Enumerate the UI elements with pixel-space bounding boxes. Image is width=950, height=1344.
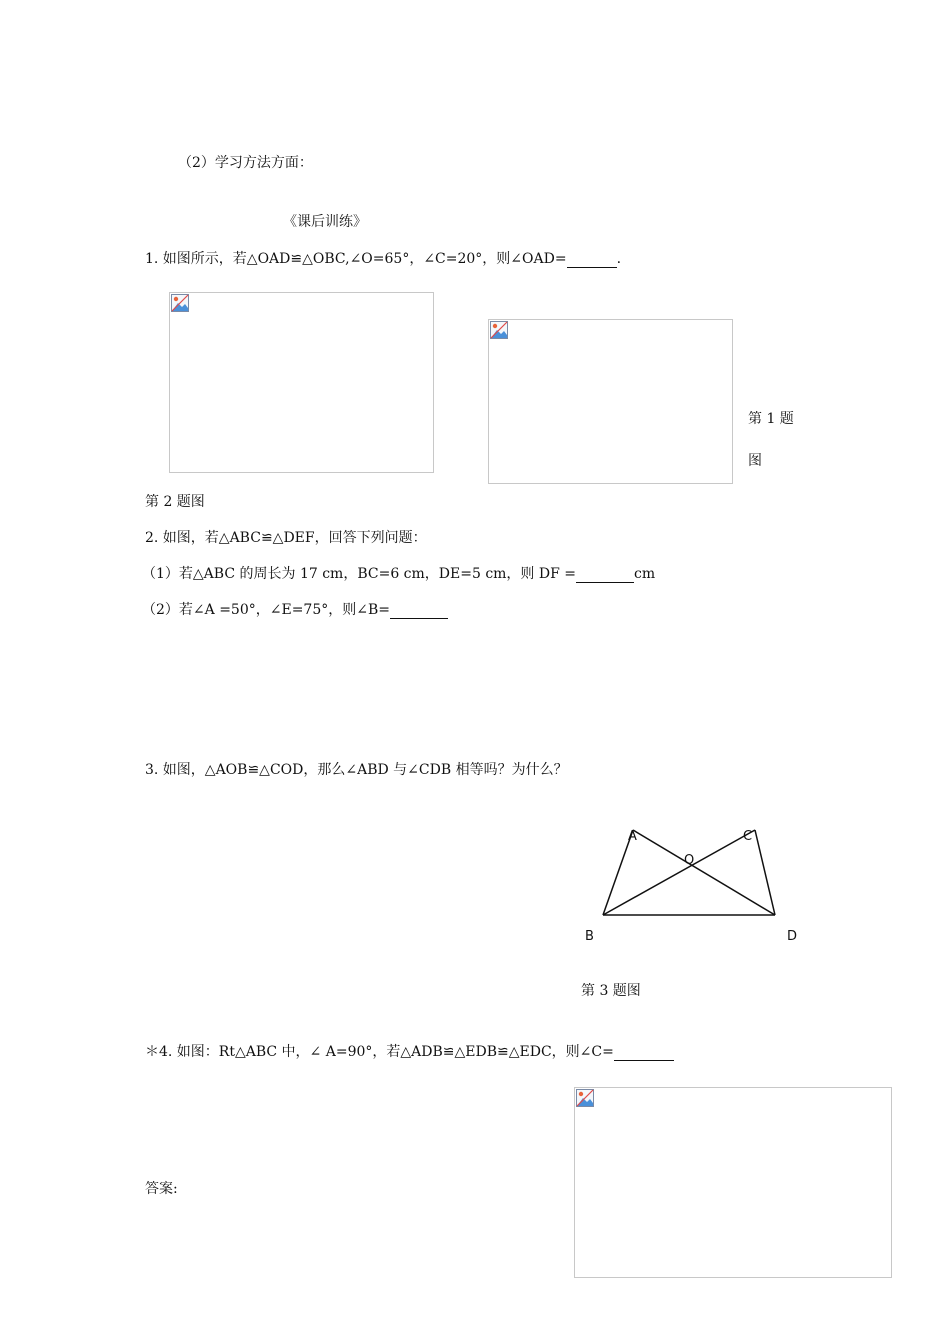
figure-3-diagram	[575, 818, 815, 948]
section-title: 《课后训练》	[283, 214, 367, 230]
figure-4-image	[574, 1087, 892, 1278]
segment-cd	[755, 830, 775, 915]
figure-1-caption-cont: 图	[748, 453, 762, 469]
broken-image-icon	[576, 1089, 594, 1107]
figure-1-image	[488, 319, 733, 484]
question-2-part-1-text: （1）若△ABC 的周长为 17 cm，BC=6 cm，DE=5 cm，则 DF =	[142, 566, 577, 582]
question-2: 2. 如图，若△ABC≌△DEF，回答下列问题：	[145, 530, 427, 546]
figure-2-image	[169, 292, 434, 473]
question-1-suffix: .	[616, 251, 622, 267]
point-label-a: A	[628, 829, 637, 844]
answer-label: 答案:	[145, 1181, 178, 1197]
unit-label: cm	[634, 566, 656, 582]
segment-cb	[603, 830, 755, 915]
figure-2-caption: 第 2 题图	[145, 494, 205, 510]
broken-image-icon	[171, 294, 189, 312]
point-label-d: D	[787, 929, 798, 944]
answer-blank	[390, 604, 448, 619]
method-heading: （2）学习方法方面：	[178, 155, 313, 171]
figure-3-caption: 第 3 题图	[581, 983, 641, 999]
question-2-part-2-text: （2）若∠A =50°，∠E=75°，则∠B=	[142, 602, 390, 618]
point-label-o: O	[684, 853, 695, 868]
question-1-text: 1. 如图所示，若△OAD≌△OBC,∠O=65°，∠C=20°，则∠OAD=	[145, 251, 567, 267]
figure-1-caption: 第 1 题	[748, 411, 794, 427]
question-3: 3. 如图，△AOB≌△COD，那么∠ABD 与∠CDB 相等吗？为什么？	[145, 762, 568, 778]
answer-blank	[614, 1046, 674, 1061]
answer-blank	[576, 568, 634, 583]
point-label-c: C	[743, 829, 753, 844]
segment-ad	[633, 830, 775, 915]
point-label-b: B	[585, 929, 594, 944]
broken-image-icon	[490, 321, 508, 339]
question-2-part-2	[142, 601, 448, 619]
question-4-text: ＊4. 如图：Rt△ABC 中，∠ A=90°，若△ADB≌△EDB≌△EDC，则∠C=	[145, 1044, 614, 1060]
question-2-part-1	[142, 565, 655, 583]
answer-blank	[567, 253, 617, 268]
question-4	[145, 1043, 674, 1061]
question-1	[145, 250, 621, 268]
